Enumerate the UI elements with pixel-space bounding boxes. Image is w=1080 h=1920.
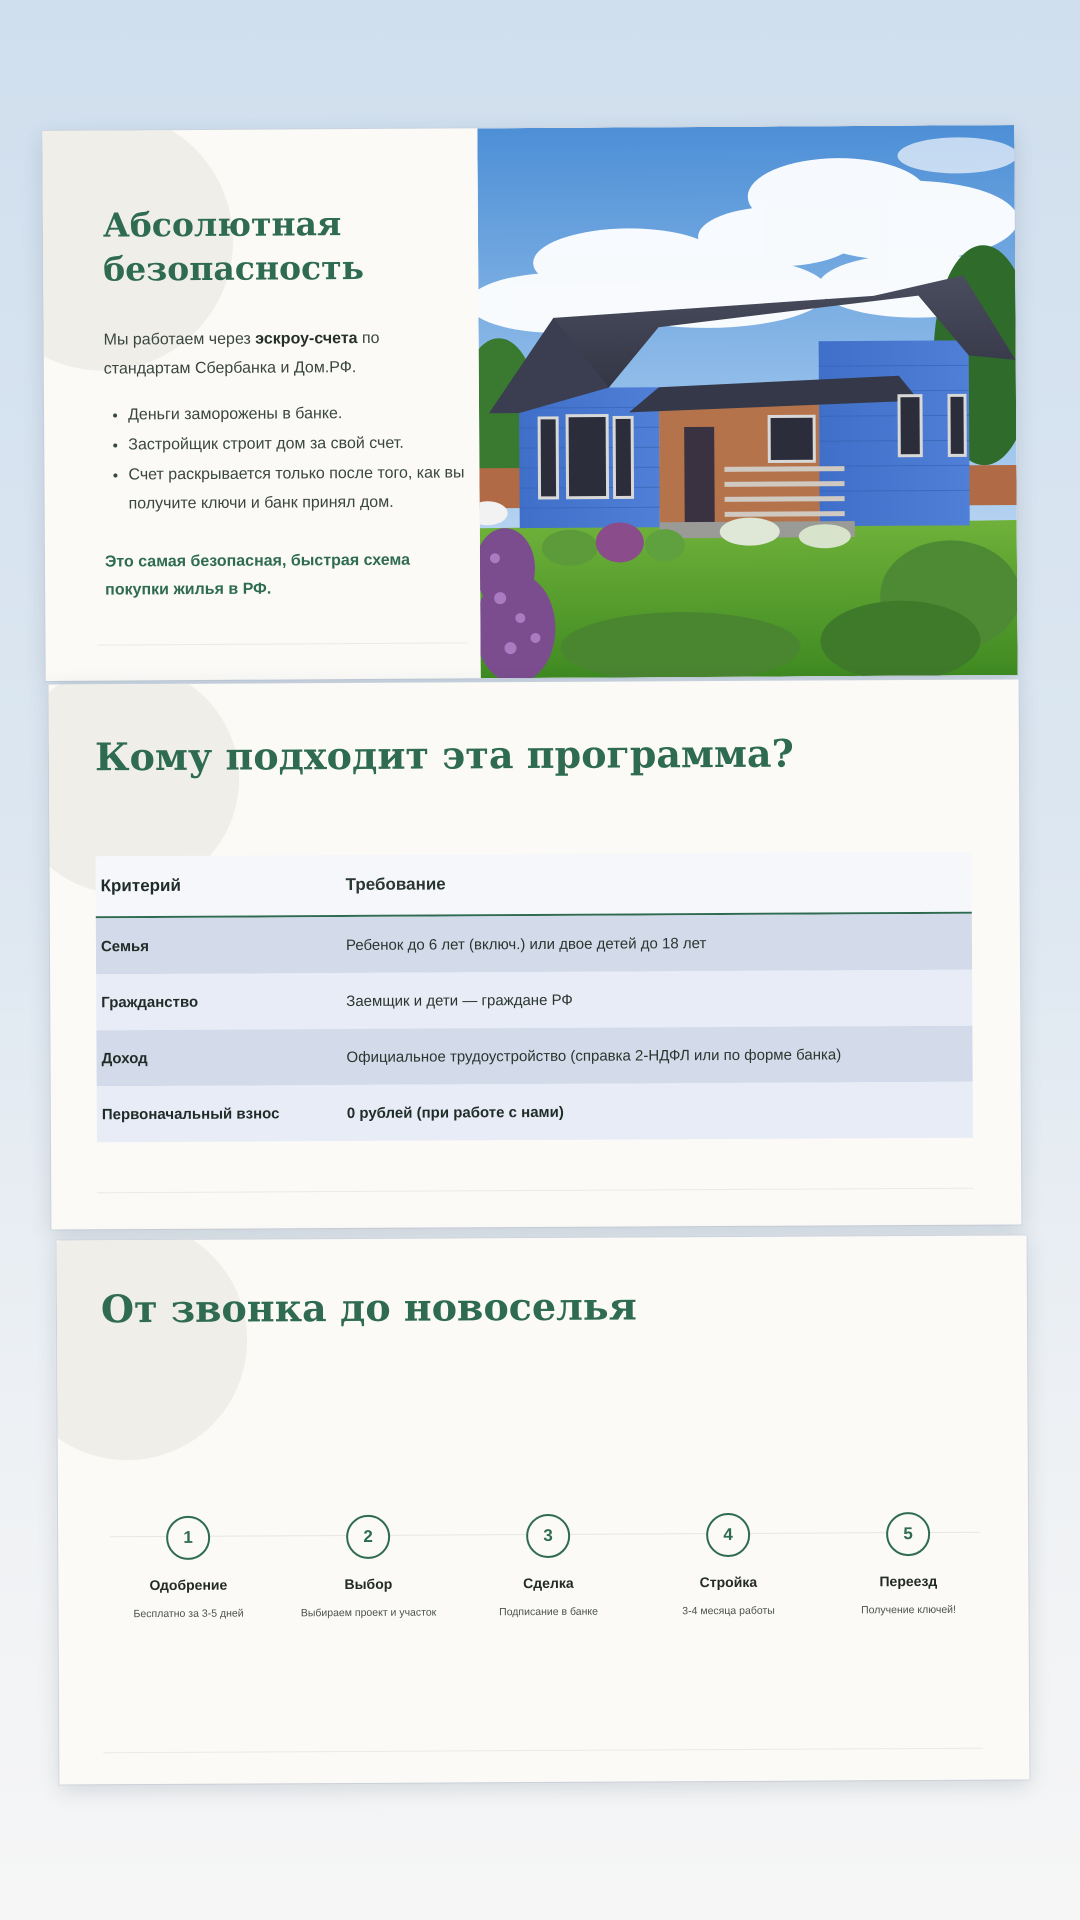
step-choice bbox=[278, 1514, 459, 1619]
step-title: Переезд bbox=[879, 1572, 938, 1590]
bullet-item: • Деньги заморожены в банке. bbox=[128, 398, 478, 429]
step-move-in bbox=[818, 1512, 999, 1617]
step-description: 3-4 месяца работы bbox=[682, 1604, 775, 1618]
table-cell-criterion: Гражданство bbox=[101, 993, 199, 1011]
table-row bbox=[96, 970, 972, 1031]
table-cell-criterion: Семья bbox=[100, 937, 150, 955]
table-row bbox=[97, 1082, 973, 1143]
safety-highlight: Это самая безопасная, быстрая схема покупки жилья в РФ. bbox=[104, 551, 411, 599]
table-cell-requirement: Ребенок до 6 лет (включ.) или двое детей до 18 лет bbox=[345, 934, 707, 954]
table-header-row bbox=[95, 852, 971, 919]
safety-text-panel bbox=[42, 128, 480, 681]
step-number-badge: 2 bbox=[346, 1515, 390, 1559]
table-cell-requirement: 0 рублей (при работе с нами) bbox=[346, 1103, 564, 1122]
intro-text-end: по стандартам Сбербанка и Дом.РФ. bbox=[103, 329, 380, 378]
step-description: Выбираем проект и участок bbox=[300, 1606, 437, 1620]
safety-title: Абсолютная безопасность bbox=[102, 204, 365, 289]
step-title: Одобрение bbox=[149, 1576, 228, 1594]
table-cell-requirement: Официальное трудоустройство (справка 2-НДФЛ или по форме банка) bbox=[346, 1045, 842, 1066]
bullet-item: • Застройщик строит дом за свой счет. bbox=[128, 428, 478, 459]
step-description: Подписание в банке bbox=[499, 1605, 598, 1619]
step-number-badge: 4 bbox=[706, 1513, 750, 1557]
decorative-circle bbox=[57, 1235, 248, 1460]
header-criterion: Критерий bbox=[100, 875, 181, 896]
step-title: Сделка bbox=[523, 1574, 574, 1592]
intro-escrow-bold: эскроу-счета bbox=[255, 330, 358, 348]
criteria-table bbox=[95, 852, 972, 1143]
step-description: Получение ключей! bbox=[861, 1603, 956, 1617]
safety-bullet-list bbox=[106, 398, 479, 519]
table-cell-criterion: Доход bbox=[101, 1049, 148, 1067]
step-deal bbox=[458, 1514, 639, 1619]
safety-card bbox=[42, 125, 1017, 681]
bullet-item: • Счет раскрывается только после того, как вы получите ключи и банк принял дом. bbox=[128, 458, 478, 518]
table-cell-requirement: Заемщик и дети — граждане РФ bbox=[346, 991, 573, 1010]
step-number-badge: 5 bbox=[886, 1512, 930, 1556]
table-row bbox=[96, 914, 972, 975]
house-photo bbox=[477, 125, 1017, 678]
step-title: Стройка bbox=[699, 1573, 758, 1591]
process-title: От звонка до новоселья bbox=[100, 1283, 637, 1332]
eligibility-card bbox=[49, 679, 1022, 1229]
header-requirement: Требование bbox=[345, 874, 446, 894]
divider bbox=[103, 1748, 983, 1754]
divider bbox=[97, 642, 467, 645]
escrow-intro bbox=[104, 324, 444, 384]
step-description: Бесплатно за 3-5 дней bbox=[133, 1607, 244, 1621]
step-number-badge: 3 bbox=[526, 1514, 570, 1558]
eligibility-title: Кому подходит эта программа? bbox=[94, 730, 794, 780]
step-number-badge: 1 bbox=[166, 1516, 210, 1560]
step-construction bbox=[638, 1513, 819, 1618]
table-cell-criterion: Первоначальный взнос bbox=[101, 1104, 280, 1123]
intro-text-start: Мы работаем через bbox=[103, 330, 256, 349]
divider bbox=[97, 1188, 973, 1194]
step-title: Выбор bbox=[344, 1575, 393, 1593]
process-steps bbox=[98, 1512, 999, 1621]
table-row bbox=[96, 1026, 972, 1087]
step-approval bbox=[98, 1515, 279, 1620]
process-card bbox=[57, 1235, 1030, 1784]
